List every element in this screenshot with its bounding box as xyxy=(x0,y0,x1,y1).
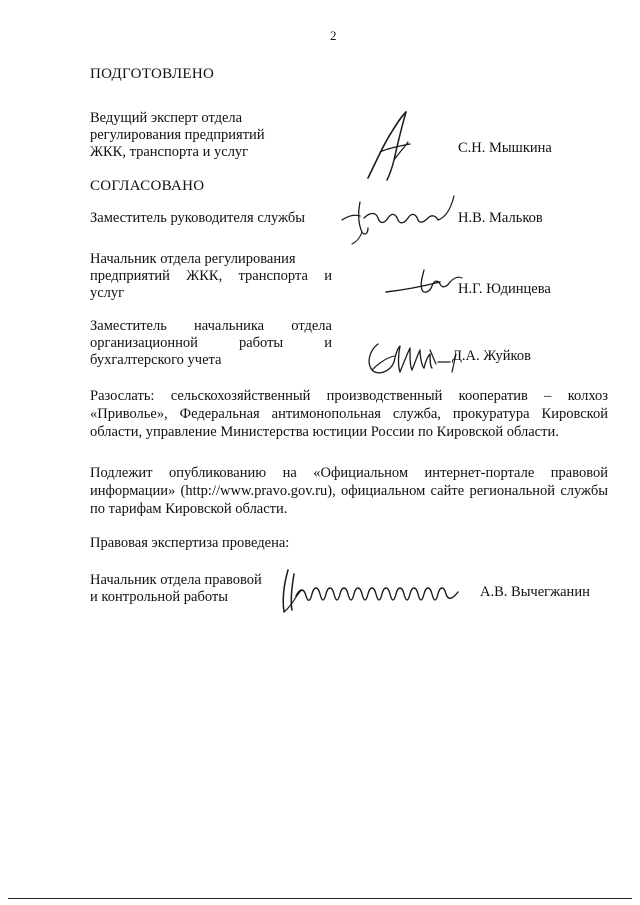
position-line: услуг xyxy=(90,285,125,301)
signature-zhuikov xyxy=(364,338,460,378)
signature-malkov xyxy=(338,190,458,246)
position-word: и xyxy=(324,335,332,351)
distribution-list: Разослать: сельскохозяйственный производственный кооператив – колхоз «Приволье», Федеральная антимонопольная служба, прокуратура Кировской области, управление Министерства юстиции России по Кировской области. xyxy=(90,388,608,440)
position-word: предприятий xyxy=(90,268,170,284)
position-word: отдела xyxy=(291,318,332,334)
prepared-heading: ПОДГОТОВЛЕНО xyxy=(90,66,215,82)
position-word: транспорта xyxy=(238,268,308,284)
prepared-position xyxy=(90,110,320,161)
position-line: бухгалтерского учета xyxy=(90,352,222,368)
legal-review-position xyxy=(90,572,290,606)
position-word: ЖКК, xyxy=(186,268,223,284)
signature-yudintseva xyxy=(384,264,464,298)
legal-review-title: Правовая экспертиза проведена: xyxy=(90,535,290,551)
page-number: 2 xyxy=(330,28,337,43)
position-line: и контрольной работы xyxy=(90,589,228,605)
position-line: ЖКК, транспорта и услуг xyxy=(90,144,249,160)
bottom-rule xyxy=(8,898,632,899)
position-line xyxy=(90,318,332,335)
position-line: Заместитель руководителя службы xyxy=(90,210,306,226)
signer-name: Н.В. Мальков xyxy=(458,210,543,226)
position-word: начальника xyxy=(194,318,265,334)
signer-name: С.Н. Мышкина xyxy=(458,140,552,156)
signer-position xyxy=(90,251,332,302)
position-line xyxy=(90,335,332,352)
signer-name: Д.А. Жуйков xyxy=(452,348,531,364)
publication-notice: Подлежит опубликованию на «Официальном интернет-портале правовой информации» (http://www.pravo.gov.ru), официальном сайте региональной службы по тарифам Кировской области. xyxy=(90,465,608,517)
position-line: Начальник отдела правовой xyxy=(90,572,262,588)
signer-name: Н.Г. Юдинцева xyxy=(458,281,551,297)
signature-myshkina xyxy=(360,108,420,188)
position-line: Ведущий эксперт отдела xyxy=(90,110,243,126)
signer-position xyxy=(90,318,332,369)
position-line: Начальник отдела регулирования xyxy=(90,251,296,267)
position-line xyxy=(90,268,332,285)
agreed-heading: СОГЛАСОВАНО xyxy=(90,178,205,194)
position-word: организационной xyxy=(90,335,198,351)
position-word: и xyxy=(324,268,332,284)
position-word: работы xyxy=(238,335,284,351)
signer-name: А.В. Вычегжанин xyxy=(480,584,590,600)
position-word: Заместитель xyxy=(90,318,167,334)
signature-vychegzhanin xyxy=(274,564,464,620)
position-line: регулирования предприятий xyxy=(90,127,265,143)
signer-position xyxy=(90,210,340,227)
